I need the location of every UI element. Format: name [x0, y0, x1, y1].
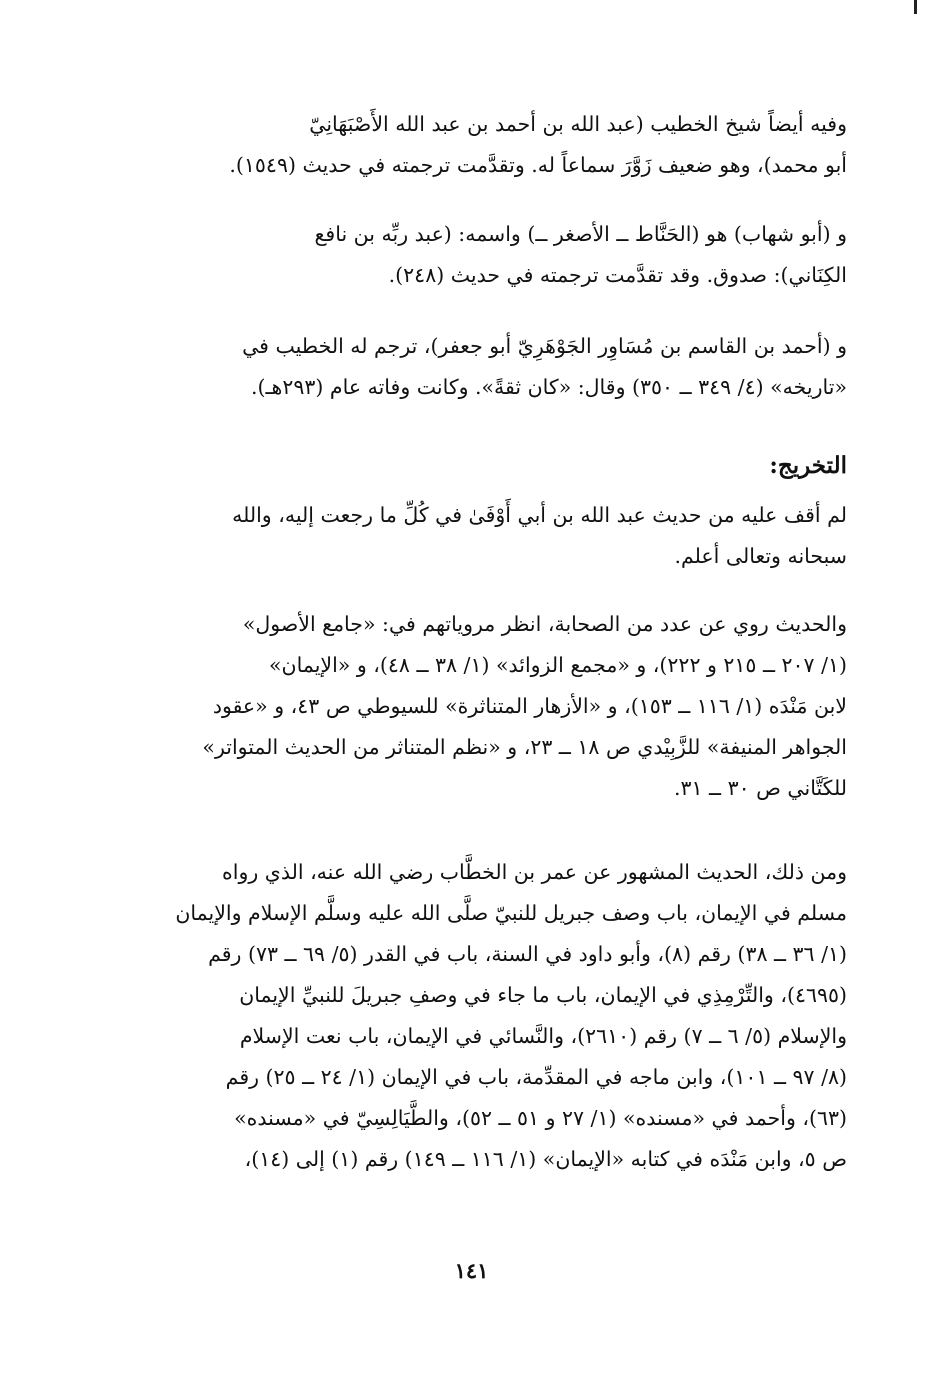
paragraph-companions-narrations: [94, 604, 847, 809]
page-edge-mark: [914, 0, 917, 14]
page-number: ١٤١: [454, 1258, 489, 1283]
text-line: للكَتَّاني ص ٣٠ ــ ٣١.: [673, 776, 847, 800]
paragraph-ahmad-ibn-al-qasim: [94, 326, 847, 408]
text-line: و (أحمد بن القاسم بن مُسَاوِر الجَوْهَرِيّ أبو جعفر)، ترجم له الخطيب في: [242, 334, 847, 358]
text-line: الجواهر المنيفة» للزَّبِيْدي ص ١٨ ــ ٢٣، و «نظم المتناثر من الحديث المتواتر»: [202, 735, 847, 759]
text-line: وفيه أيضاً شيخ الخطيب (عبد الله بن أحمد بن عبد الله الأَصْبَهَانِيّ: [309, 112, 847, 136]
text-line: والإسلام (٥/ ٦ ــ ٧) رقم (٢٦١٠)، والنَّسائي في الإيمان، باب نعت الإسلام: [239, 1024, 847, 1048]
text-line: (٦٣)، وأحمد في «مسنده» (١/ ٢٧ و ٥١ ــ ٥٢)، والطَّيَالِسِيّ في «مسنده»: [234, 1106, 847, 1130]
text-line: (٤٦٩٥)، والتِّرْمِذِي في الإيمان، باب ما جاء في وصفِ جبريلَ للنبيِّ الإيمان: [239, 983, 847, 1007]
text-line: و (أبو شهاب) هو (الحَنَّاط ــ الأصغر ــ) واسمه: (عبد ربِّه بن نافع: [314, 222, 847, 246]
text-line: (١/ ٣٦ ــ ٣٨) رقم (٨)، وأبو داود في السنة، باب في القدر (٥/ ٦٩ ــ ٧٣) رقم: [208, 942, 847, 966]
text-line: أبو محمد)، وهو ضعيف زَوَّرَ سماعاً له. وتقدَّمت ترجمته في حديث (١٥٤٩).: [229, 153, 847, 177]
paragraph-abu-shihab: [94, 214, 847, 296]
paragraph-jibril-hadith: [94, 852, 847, 1180]
text-line: ومن ذلك، الحديث المشهور عن عمر بن الخطَّاب رضي الله عنه، الذي رواه: [222, 860, 847, 884]
text-line: مسلم في الإيمان، باب وصف جبريل للنبيّ صلَّى الله عليه وسلَّم الإسلام والإيمان: [175, 901, 847, 925]
section-heading: التخريج:: [769, 452, 847, 479]
paragraph-narrator-sheikh: [94, 104, 847, 186]
text-line: لابن مَنْدَه (١/ ١١٦ ــ ١٥٣)، و «الأزهار المتناثرة» للسيوطي ص ٤٣، و «عقود: [212, 694, 847, 718]
text-line: (٨/ ٩٧ ــ ١٠١)، وابن ماجه في المقدِّمة، باب في الإيمان (١/ ٢٤ ــ ٢٥) رقم: [225, 1065, 847, 1089]
text-line: ص ٥، وابن مَنْدَه في كتابه «الإيمان» (١/ ١١٦ ــ ١٤٩) رقم (١) إلى (١٤)،: [244, 1147, 847, 1171]
paragraph-not-found: [94, 495, 847, 577]
text-line: (١/ ٢٠٧ ــ ٢١٥ و ٢٢٢)، و «مجمع الزوائد» (١/ ٣٨ ــ ٤٨)، و «الإيمان»: [269, 653, 847, 677]
text-line: «تاريخه» (٤/ ٣٤٩ ــ ٣٥٠) وقال: «كان ثقةً». وكانت وفاته عام (٢٩٣هـ).: [250, 375, 847, 399]
text-line: الكِنَاني): صدوق. وقد تقدَّمت ترجمته في حديث (٢٤٨).: [388, 263, 847, 287]
text-line: لم أقف عليه من حديث عبد الله بن أبي أَوْفَىٰ في كُلِّ ما رجعت إليه، والله: [232, 503, 847, 527]
text-line: والحديث روي عن عدد من الصحابة، انظر مروياتهم في: «جامع الأصول»: [242, 612, 847, 636]
text-line: سبحانه وتعالى أعلم.: [674, 544, 847, 568]
